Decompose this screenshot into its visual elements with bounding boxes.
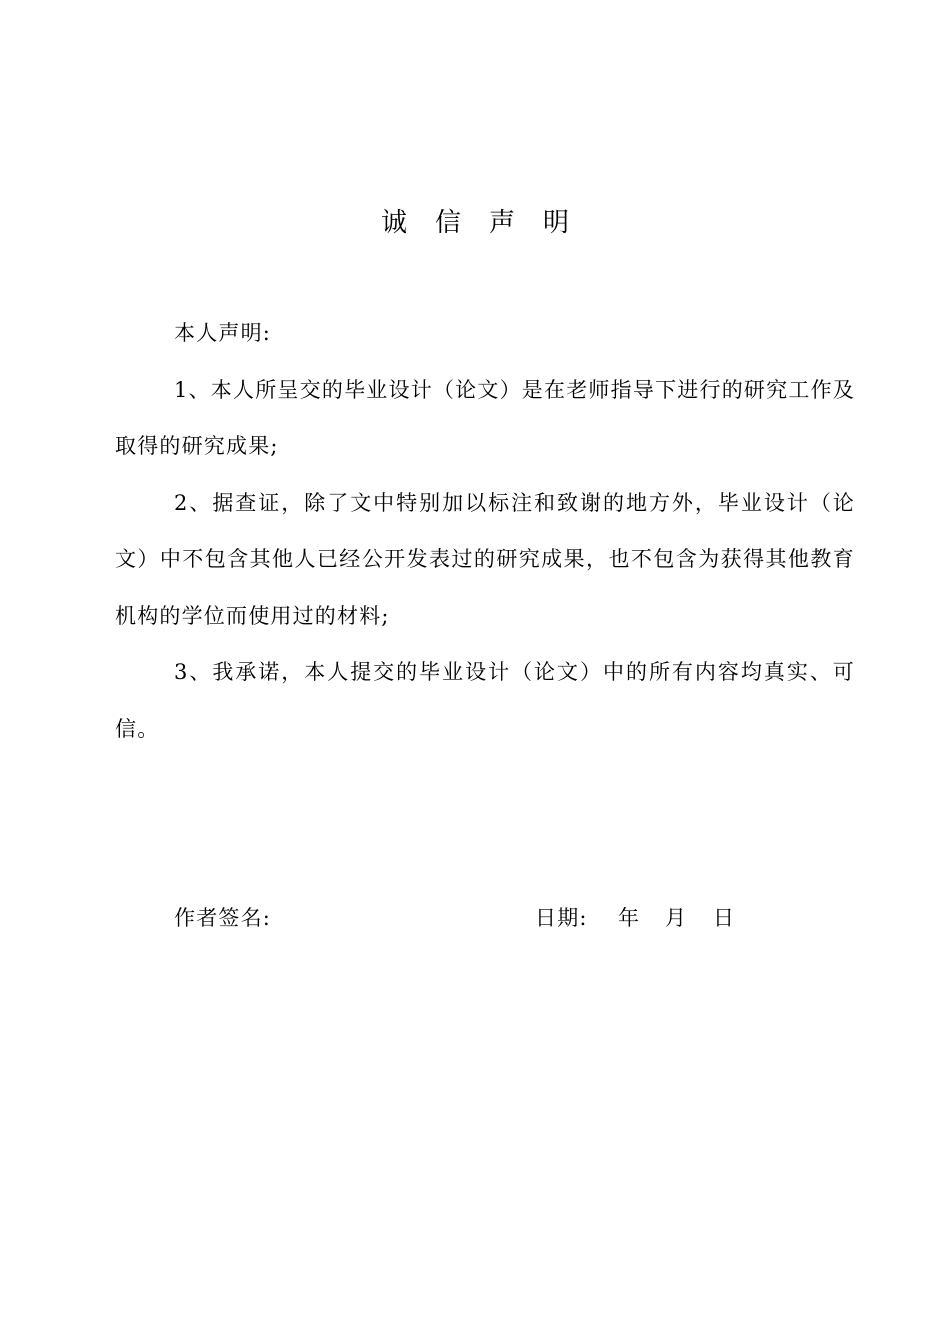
signature-row — [0, 896, 950, 940]
title-char: 诚 — [380, 208, 407, 238]
declaration-item-2: 2、据查证，除了文中特别加以标注和致谢的地方外，毕业设计（论文）中不包含其他人已经公开发表过的研究成果，也不包含为获得其他教育机构的学位而使用过的材料; — [115, 490, 855, 628]
month-label: 月 — [665, 906, 688, 930]
author-signature-label: 作者签名: — [174, 906, 272, 930]
day-label: 日 — [713, 906, 736, 930]
declaration-intro: 本人声明: — [174, 321, 272, 345]
page-title — [0, 203, 950, 243]
title-char: 信 — [434, 208, 461, 238]
date-label: 日期: — [535, 906, 588, 930]
title-char: 声 — [489, 208, 516, 238]
title-char: 明 — [543, 208, 570, 238]
declaration-item-3: 3、我承诺，本人提交的毕业设计（论文）中的所有内容均真实、可信。 — [115, 660, 855, 741]
declaration-item-1: 1、本人所呈交的毕业设计（论文）是在老师指导下进行的研究工作及取得的研究成果; — [115, 377, 855, 458]
declaration-body — [115, 305, 855, 757]
year-label: 年 — [618, 906, 641, 930]
